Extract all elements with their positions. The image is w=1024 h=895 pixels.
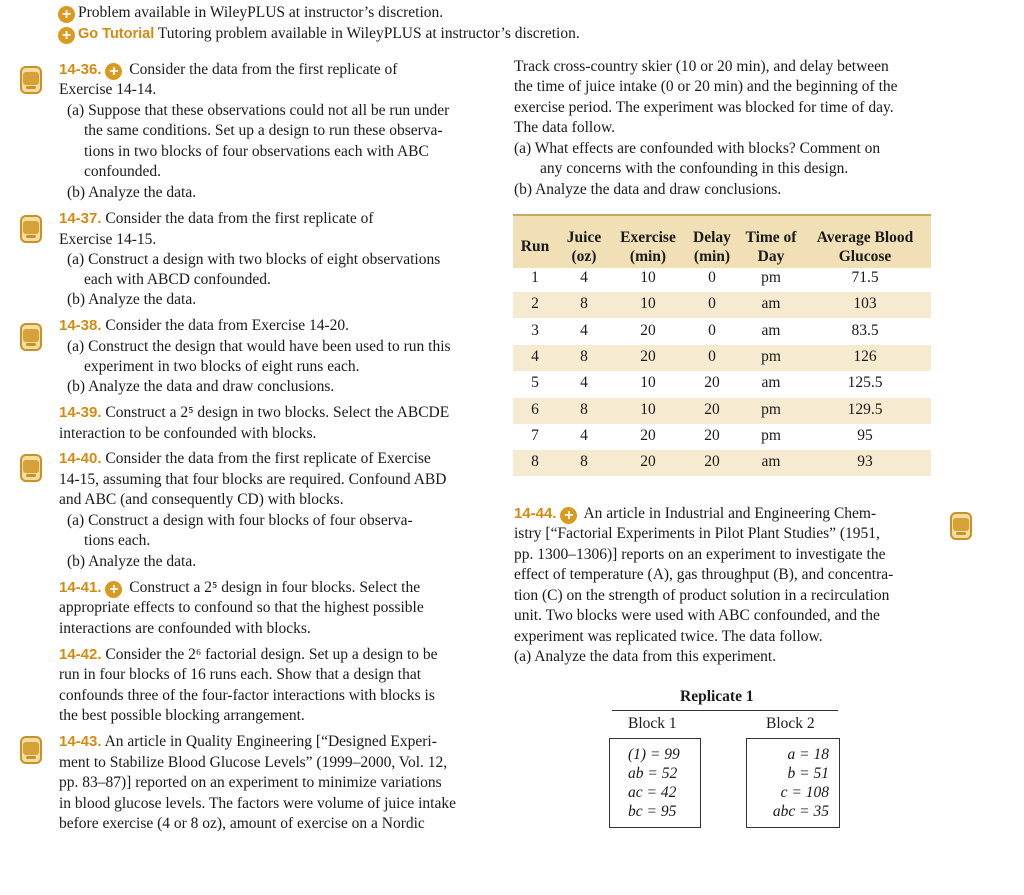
table-cell: 20 — [704, 453, 720, 471]
table-cell: 5 — [531, 374, 539, 392]
block1-label: Block 1 — [628, 715, 677, 732]
table-cell: 7 — [531, 426, 539, 444]
go-tutorial-label[interactable]: Go Tutorial — [78, 26, 155, 42]
table-cell: am — [761, 321, 781, 339]
block1-box: (1) = 99 ab = 52 ac = 42 bc = 95 — [609, 738, 701, 828]
legend-line-2: + Go Tutorial Tutoring problem available in WileyPLUS at instructor’s discretion. — [58, 24, 580, 44]
table-cell: 20 — [704, 426, 720, 444]
table-cell: 83.5 — [851, 321, 879, 339]
plus-icon: + — [105, 63, 122, 80]
table-cell: 126 — [853, 347, 877, 365]
video-icon[interactable] — [20, 215, 42, 243]
table-cell: 3 — [531, 321, 539, 339]
table-cell: 93 — [857, 453, 873, 471]
video-icon[interactable] — [20, 736, 42, 764]
table-cell: 20 — [704, 374, 720, 392]
table-cell: 10 — [640, 269, 656, 286]
table-cell: 10 — [640, 400, 656, 418]
table-cell: 1 — [531, 269, 539, 286]
table-row — [513, 266, 931, 292]
video-icon[interactable] — [20, 323, 42, 351]
table-cell: 8 — [580, 400, 588, 418]
video-icon[interactable] — [20, 66, 42, 94]
video-icon[interactable] — [950, 512, 972, 540]
plus-icon: + — [560, 507, 577, 524]
table-cell: 20 — [640, 426, 656, 444]
block2-box: a = 18 b = 51 c = 108 abc = 35 — [746, 738, 840, 828]
table-cell: 10 — [640, 374, 656, 392]
table-cell: 2 — [531, 295, 539, 313]
table-cell: 103 — [853, 295, 877, 313]
replicate-rule — [612, 710, 838, 711]
table-cell: 20 — [704, 400, 720, 418]
table-cell: 20 — [640, 347, 656, 365]
video-icon[interactable] — [20, 454, 42, 482]
table-cell: 20 — [640, 321, 656, 339]
table-row — [513, 319, 931, 345]
replicate-title: Replicate 1 — [680, 688, 754, 705]
table-header: Run Juice (oz) Exercise (min) Delay (min) Time of Day Average Blood Glucose — [513, 214, 931, 268]
table-cell: am — [761, 453, 781, 471]
table-cell: 0 — [708, 295, 716, 313]
table-row — [513, 398, 931, 424]
table-cell: 8 — [580, 347, 588, 365]
table-cell: 4 — [580, 269, 588, 286]
table-cell: 8 — [531, 453, 539, 471]
table-cell: am — [761, 374, 781, 392]
table-cell: 20 — [640, 453, 656, 471]
plus-icon: + — [58, 27, 75, 44]
table-cell: 4 — [580, 426, 588, 444]
table-cell: 6 — [531, 400, 539, 418]
table-cell: 4 — [531, 347, 539, 365]
table-row — [513, 345, 931, 371]
table-cell: pm — [761, 269, 781, 286]
table-row — [513, 371, 931, 397]
table-cell: 125.5 — [847, 374, 883, 392]
plus-icon: + — [105, 581, 122, 598]
table-cell: 8 — [580, 453, 588, 471]
table-cell: 4 — [580, 374, 588, 392]
table-cell: 95 — [857, 426, 873, 444]
table-cell: pm — [761, 347, 781, 365]
table-cell: 8 — [580, 295, 588, 313]
table-cell: 0 — [708, 347, 716, 365]
table-cell: 4 — [580, 321, 588, 339]
legend-line-1: + Problem available in WileyPLUS at instructor’s discretion. — [58, 3, 443, 23]
table-cell: 0 — [708, 269, 716, 286]
table-cell: 129.5 — [847, 400, 883, 418]
block2-label: Block 2 — [766, 715, 815, 732]
table-cell: pm — [761, 426, 781, 444]
table-row — [513, 450, 931, 476]
table-row — [513, 424, 931, 450]
table-cell: 0 — [708, 321, 716, 339]
table-row — [513, 292, 931, 318]
plus-icon: + — [58, 6, 75, 23]
table-cell: 71.5 — [851, 269, 879, 286]
table-cell: pm — [761, 400, 781, 418]
table-cell: 10 — [640, 295, 656, 313]
table-cell: am — [761, 295, 781, 313]
